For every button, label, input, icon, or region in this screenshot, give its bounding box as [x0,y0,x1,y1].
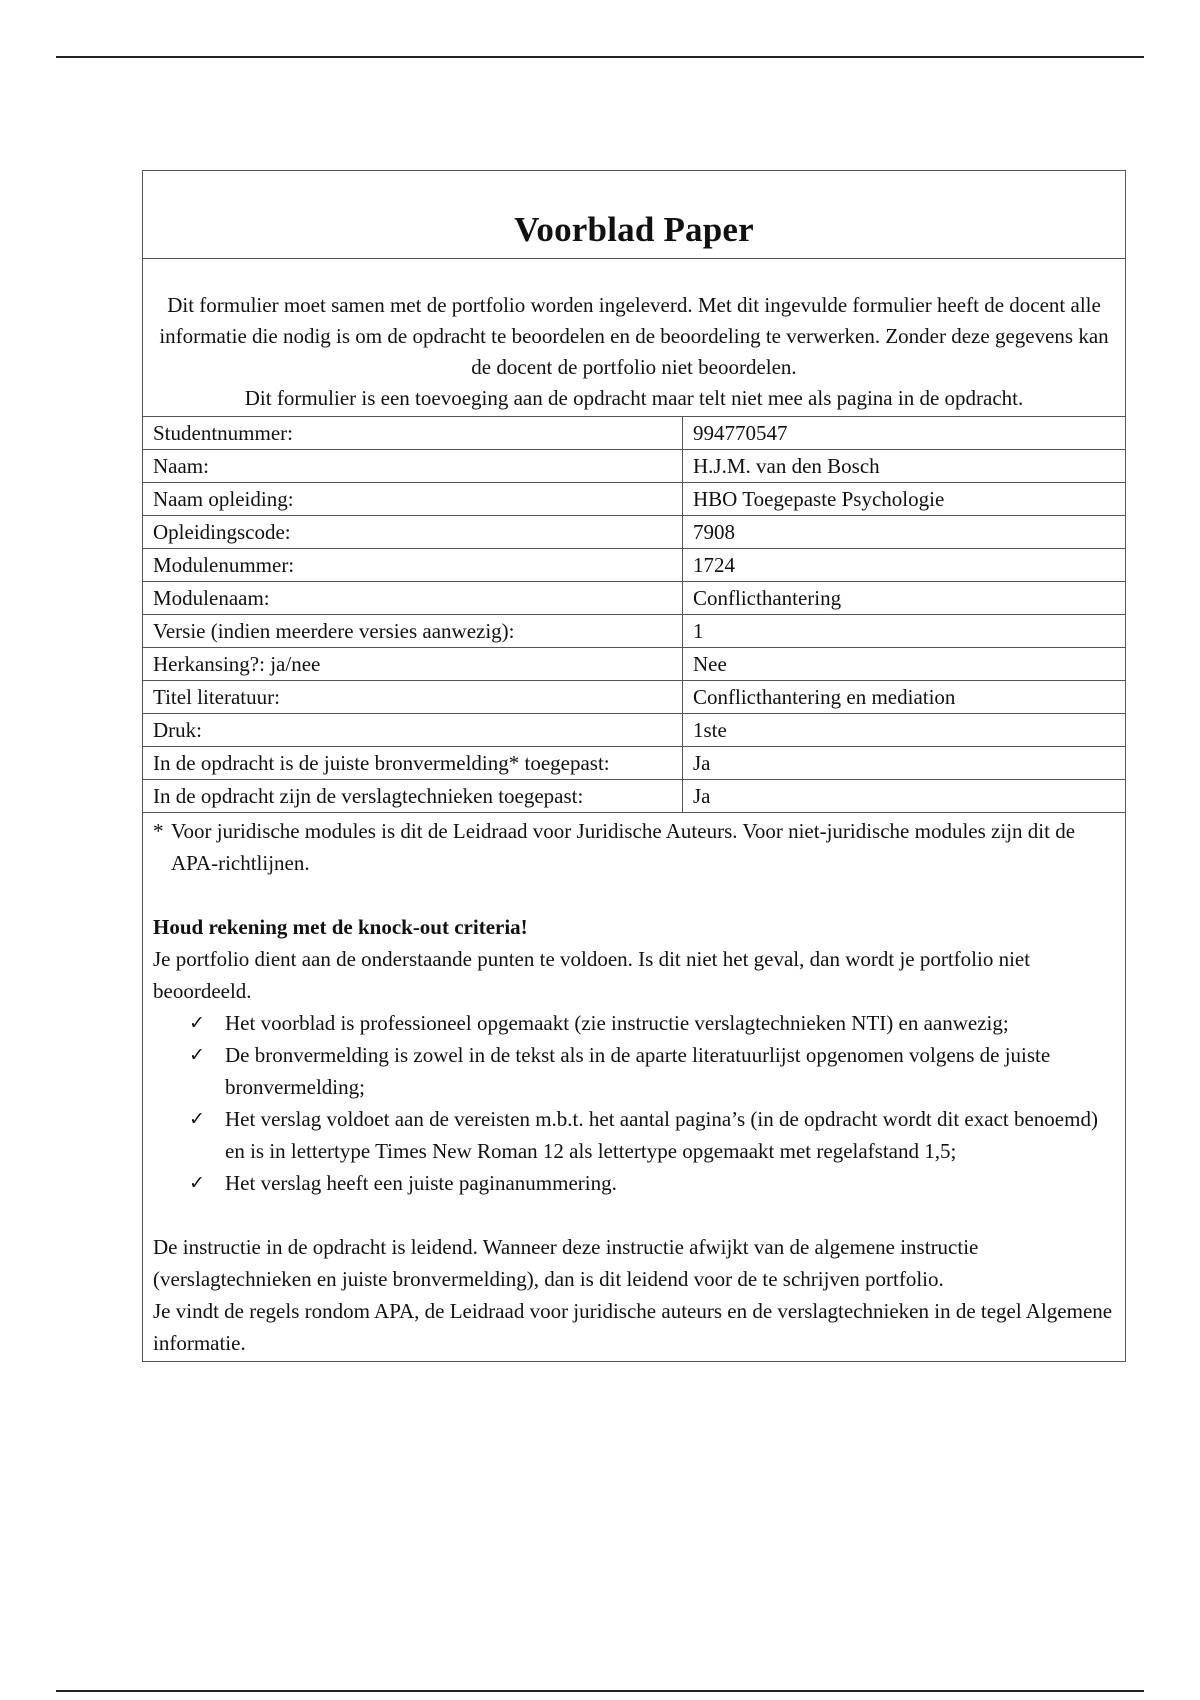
closing-paragraph: De instructie in de opdracht is leidend. Wanneer deze instructie afwijkt van de algemene instructie (verslagtechnieken en juiste bronvermelding), dan is dit leidend voor de te schrijven portfolio. [153,1235,979,1291]
knockout-intro: Je portfolio dient aan de onderstaande punten te voldoen. Is dit niet het geval, dan wordt je portfolio niet beoordeeld. [153,947,1031,1003]
criteria-list [153,1007,1115,1199]
page-bottom-rule [56,1690,1144,1692]
field-label: Studentnummer: [143,417,683,450]
student-info-table [143,417,1125,813]
intro-paragraph: Dit formulier moet samen met de portfolio worden ingeleverd. Met dit ingevulde formulier heeft de docent alle informatie die nodig is om de opdracht te beoordelen en de beoordeling te verwerken. Zonder deze gegevens kan de docent de portfolio niet beoordelen. [159,293,1109,379]
field-value: Nee [683,648,1126,681]
field-label: Titel literatuur: [143,681,683,714]
criteria-text: Het verslag voldoet aan de vereisten m.b.t. het aantal pagina’s (in de opdracht wordt dit exact benoemd) en is in lettertype Times New Roman 12 als lettertype opgemaakt met regelafstand 1,5; [225,1107,1098,1163]
field-value: 7908 [683,516,1126,549]
checkmark-icon: ✓ [189,1012,205,1034]
field-label: In de opdracht zijn de verslagtechnieken toegepast: [143,780,683,813]
intro-paragraph: Dit formulier is een toevoeging aan de opdracht maar telt niet mee als pagina in de opdracht. [244,386,1024,410]
list-item [189,1039,1115,1103]
page-title: Voorblad Paper [514,210,754,249]
cover-sheet-form [142,170,1126,1362]
field-label: Naam opleiding: [143,483,683,516]
table-row [143,582,1125,615]
field-value: Ja [683,780,1126,813]
table-row [143,450,1125,483]
field-value: 1 [683,615,1126,648]
field-label: Naam: [143,450,683,483]
checkmark-icon: ✓ [189,1044,205,1066]
page-top-rule [56,56,1144,58]
field-value: Conflicthantering en mediation [683,681,1126,714]
field-label: Herkansing?: ja/nee [143,648,683,681]
table-row [143,549,1125,582]
table-row [143,516,1125,549]
field-value: H.J.M. van den Bosch [683,450,1126,483]
closing-paragraph: Je vindt de regels rondom APA, de Leidraad voor juridische auteurs en de verslagtechnieken in de tegel Algemene informatie. [153,1299,1113,1355]
field-label: Opleidingscode: [143,516,683,549]
table-row [143,483,1125,516]
list-item [189,1167,1115,1199]
field-value: Ja [683,747,1126,780]
footnote-marker: * [153,819,164,843]
title-box [143,171,1125,259]
footnote-text: Voor juridische modules is dit de Leidraad voor Juridische Auteurs. Voor niet-juridische modules zijn dit de APA-richtlijnen. [171,819,1076,875]
instructions-section [143,813,1125,1361]
field-label: Druk: [143,714,683,747]
field-value: 994770547 [683,417,1126,450]
field-value: 1ste [683,714,1126,747]
table-row [143,780,1125,813]
field-label: Modulenaam: [143,582,683,615]
table-row [143,417,1125,450]
table-row [143,615,1125,648]
knockout-heading: Houd rekening met de knock-out criteria! [153,915,528,939]
table-row [143,648,1125,681]
field-label: Modulenummer: [143,549,683,582]
field-value: Conflicthantering [683,582,1126,615]
field-value: HBO Toegepaste Psychologie [683,483,1126,516]
table-row [143,747,1125,780]
field-label: In de opdracht is de juiste bronvermelding* toegepast: [143,747,683,780]
criteria-text: Het verslag heeft een juiste paginanummering. [225,1171,617,1195]
intro-text [143,259,1125,417]
checkmark-icon: ✓ [189,1108,205,1130]
table-row [143,681,1125,714]
checkmark-icon: ✓ [189,1172,205,1194]
criteria-text: De bronvermelding is zowel in de tekst als in de aparte literatuurlijst opgenomen volgens de juiste bronvermelding; [225,1043,1051,1099]
footnote [153,815,1115,879]
field-value: 1724 [683,549,1126,582]
list-item [189,1007,1115,1039]
list-item [189,1103,1115,1167]
criteria-text: Het voorblad is professioneel opgemaakt (zie instructie verslagtechnieken NTI) en aanwezig; [225,1011,1009,1035]
table-row [143,714,1125,747]
field-label: Versie (indien meerdere versies aanwezig): [143,615,683,648]
